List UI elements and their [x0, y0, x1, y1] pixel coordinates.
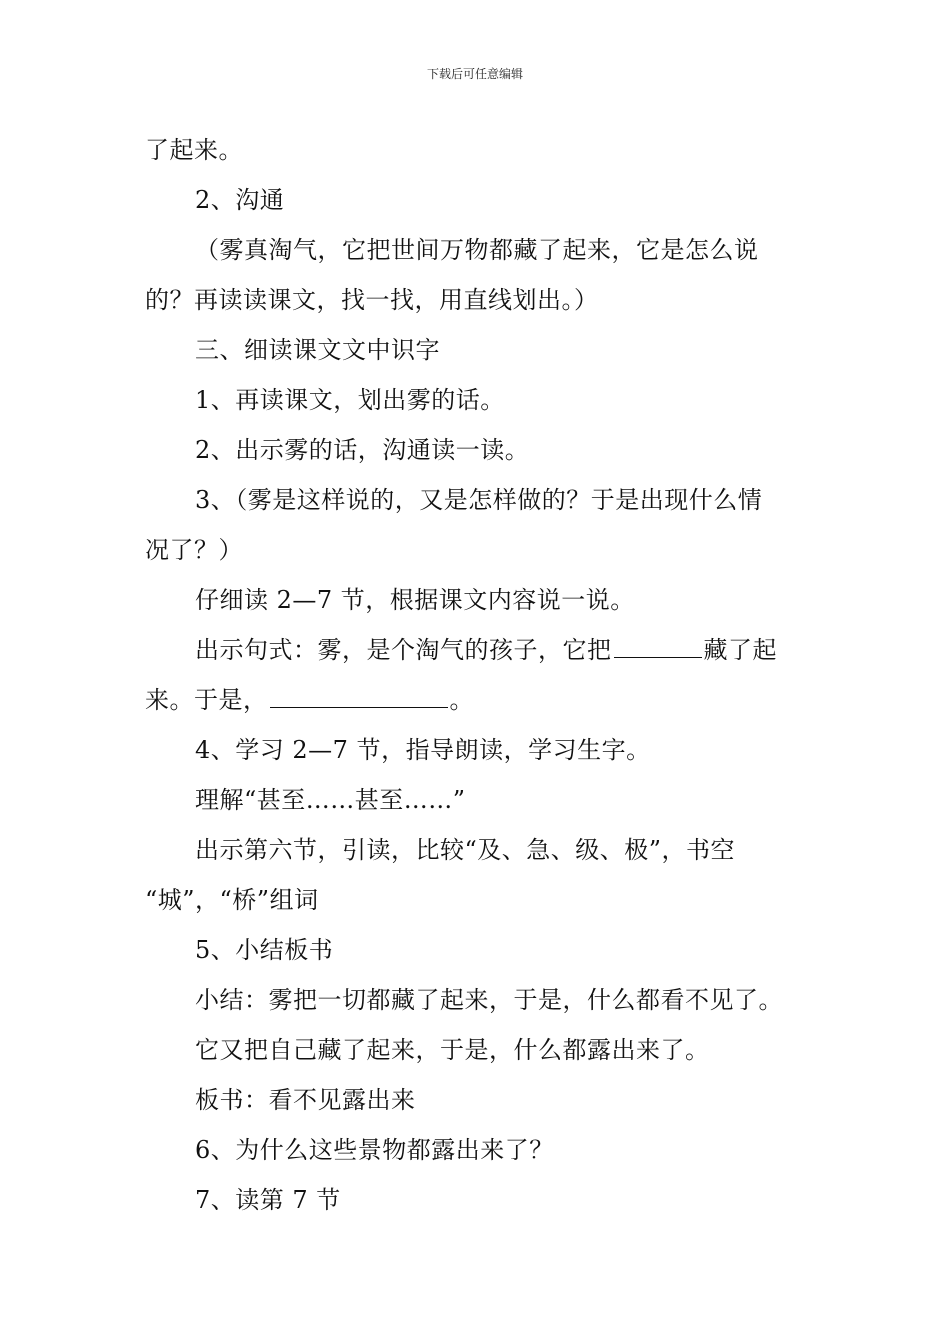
text-line: 出示第六节，引读，比较“及、急、级、极”，书空 — [195, 836, 736, 864]
text-line: 小结：雾把一切都藏了起来，于是，什么都看不见了。 — [195, 986, 783, 1014]
text-line: 板书：看不见露出来 — [195, 1086, 416, 1114]
sentence-pattern-line — [145, 625, 810, 675]
text-line: （雾真淘气，它把世间万物都藏了起来，它是怎么说 — [195, 236, 759, 264]
fill-in-blank — [270, 677, 448, 708]
page-header: 下载后可任意编辑 — [426, 67, 523, 81]
text-line: 7、读第 7 节 — [195, 1186, 341, 1214]
document-body — [145, 125, 810, 1225]
text-line: 况了？） — [145, 536, 243, 564]
pattern-text: 藏了起 — [703, 636, 777, 664]
text-line: “城”，“桥”组词 — [145, 886, 319, 914]
text-line: 6、为什么这些景物都露出来了？ — [195, 1136, 554, 1164]
text-line: 了起来。 — [145, 136, 243, 164]
pattern-text: 。 — [449, 686, 474, 714]
text-line: 理解“甚至……甚至……” — [195, 786, 466, 814]
text-line: 2、出示雾的话，沟通读一读。 — [195, 436, 530, 464]
text-line: 2、沟通 — [195, 186, 285, 214]
text-line: 5、小结板书 — [195, 936, 334, 964]
text-line: 4、学习 2—7 节，指导朗读，学习生字。 — [195, 736, 651, 764]
section-heading: 三、细读课文文中识字 — [195, 336, 440, 364]
pattern-text: 出示句式：雾，是个淘气的孩子，它把 — [195, 636, 612, 664]
pattern-text: 来。于是， — [145, 686, 268, 714]
sentence-pattern-line — [145, 675, 810, 725]
text-line: 3、（雾是这样说的，又是怎样做的？于是出现什么情 — [195, 486, 763, 514]
fill-in-blank — [614, 627, 702, 658]
text-line: 的？再读读课文，找一找，用直线划出。） — [145, 286, 599, 314]
text-line: 仔细读 2—7 节，根据课文内容说一说。 — [195, 586, 635, 614]
text-line: 它又把自己藏了起来，于是，什么都露出来了。 — [195, 1036, 710, 1064]
text-line: 1、再读课文，划出雾的话。 — [195, 386, 505, 414]
